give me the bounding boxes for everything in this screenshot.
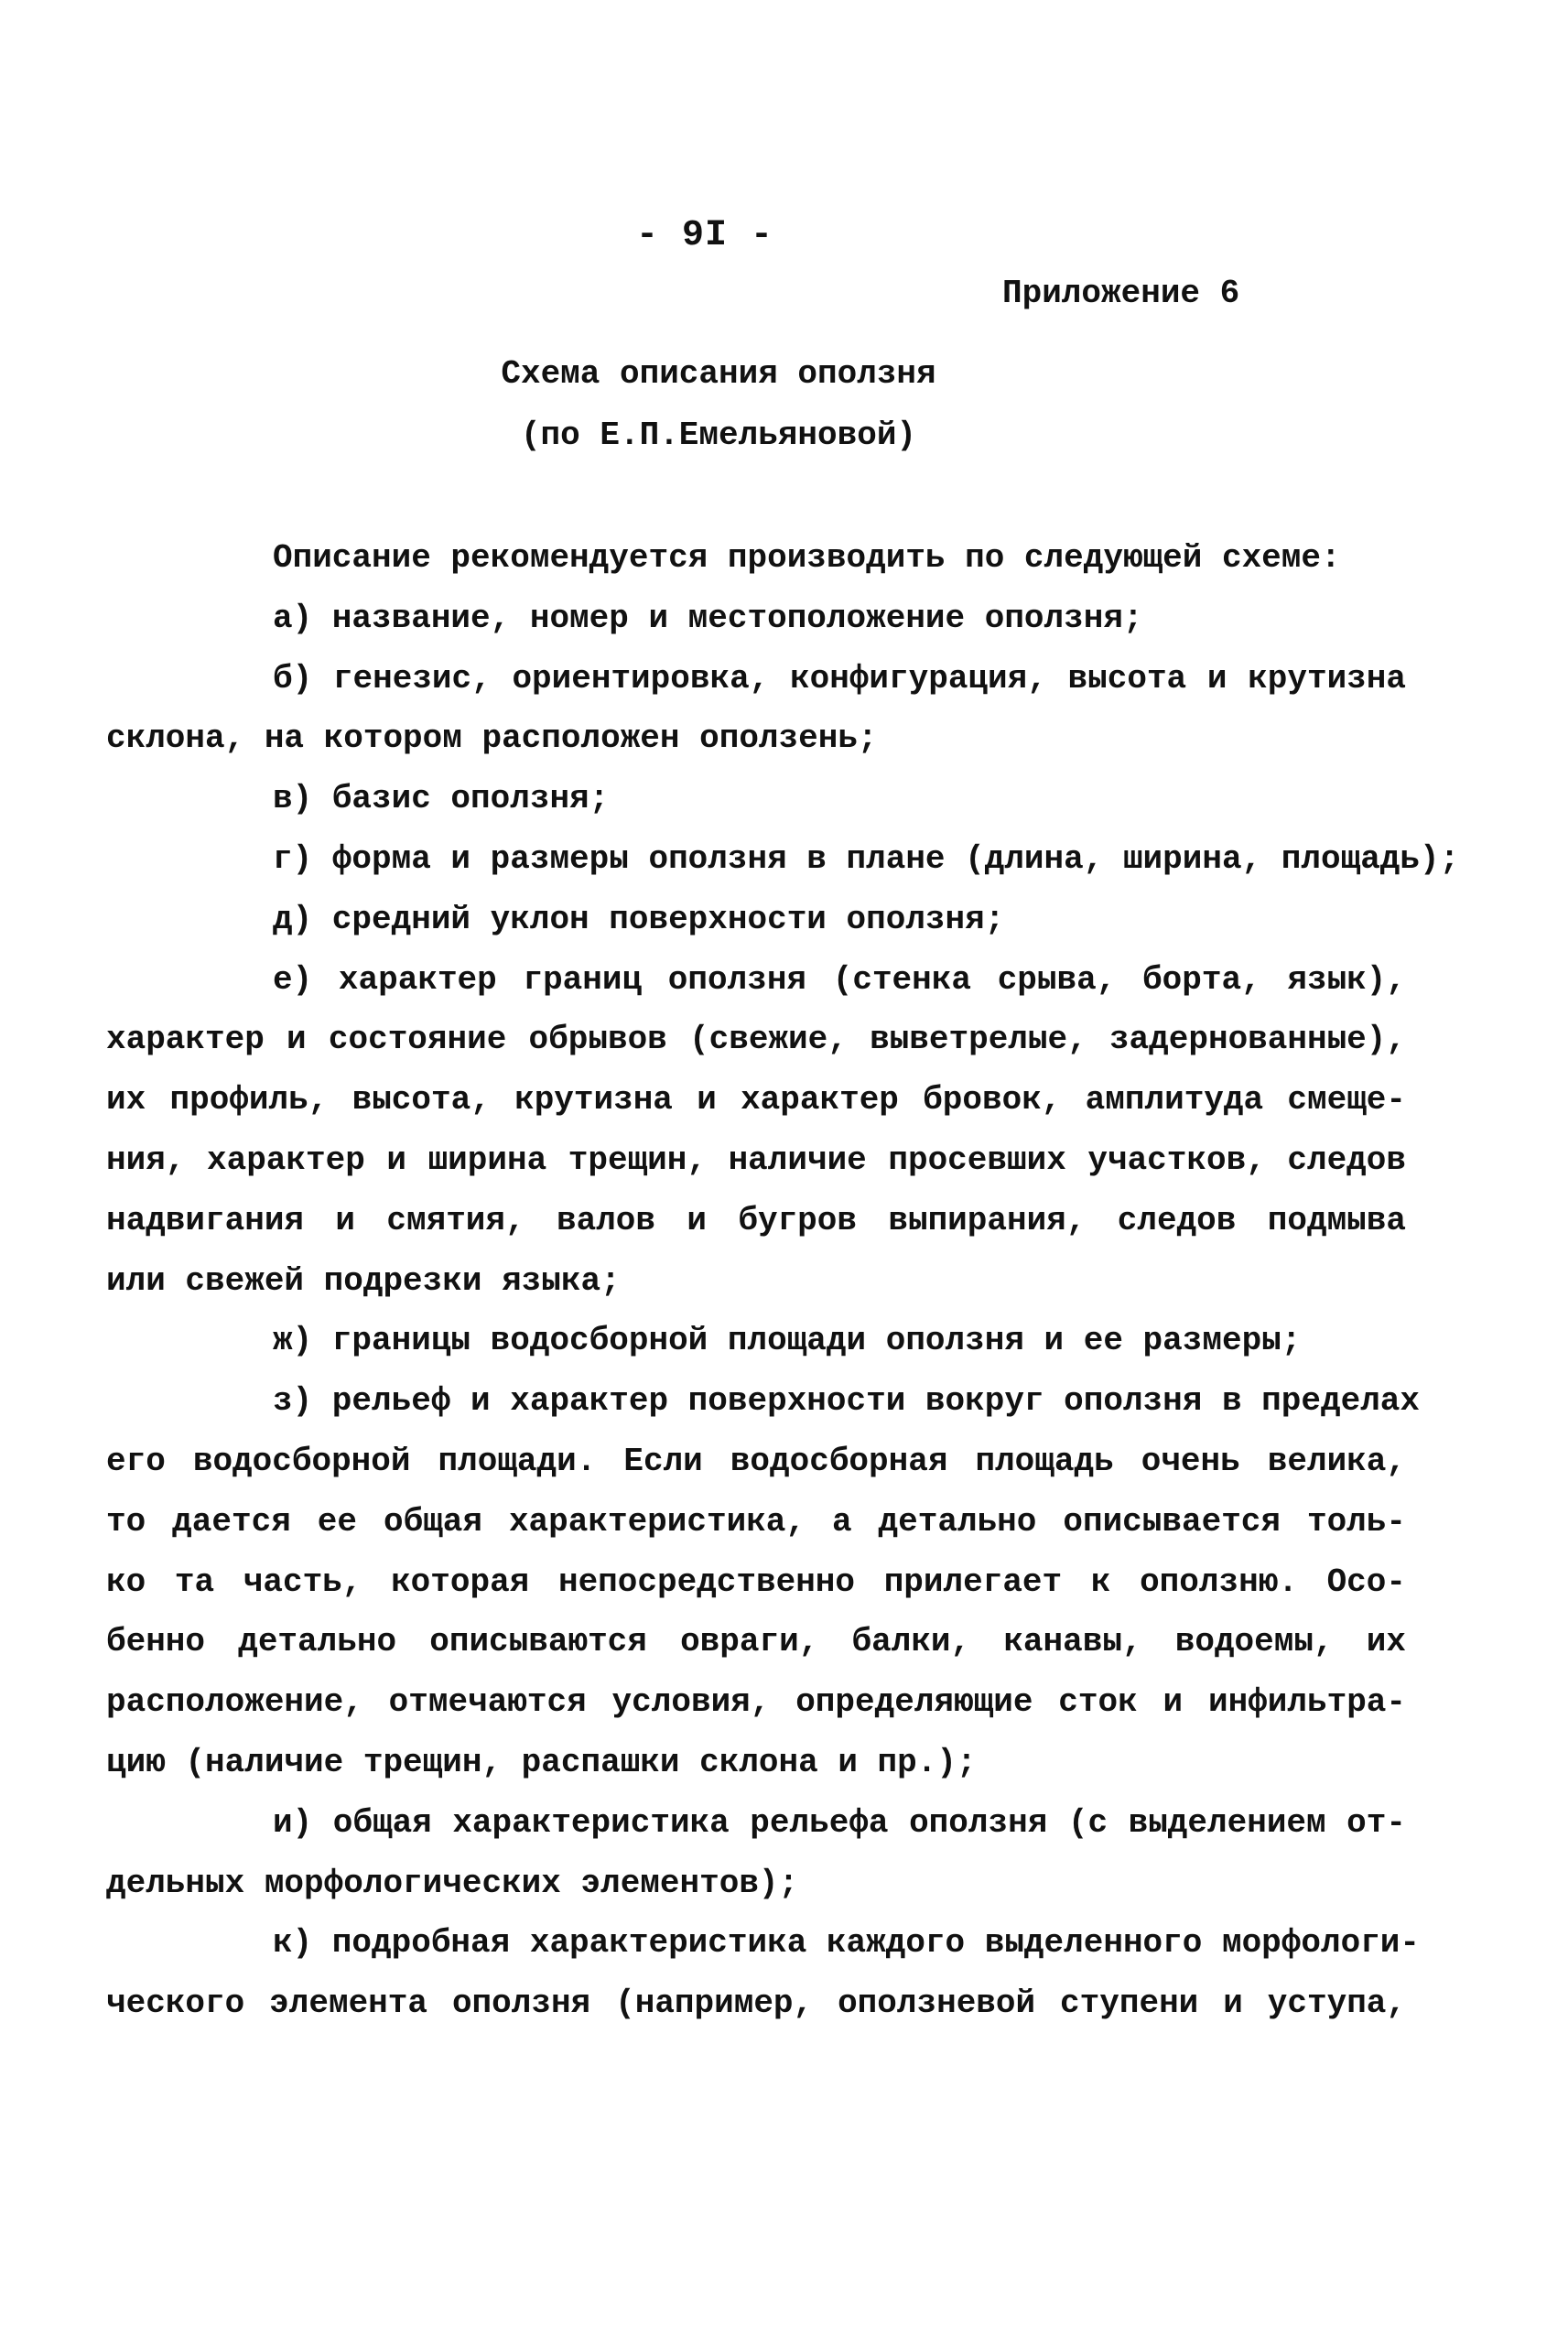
text-line: дельных морфологических элементов); (106, 1864, 799, 1902)
appendix-label: Приложение 6 (1002, 275, 1240, 312)
text-line: Описание рекомендуется производить по следующей схеме: (273, 539, 1341, 577)
list-item-z: з) рельеф и характер поверхности вокруг оползня в пределах (273, 1382, 1421, 1421)
page-number: - 9I - (635, 215, 774, 256)
text-line: или свежей подрезки языка; (106, 1261, 621, 1300)
list-item-g: г) форма и размеры оползня в плане (длина, ширина, площадь); (273, 839, 1460, 878)
text-line: расположение, отмечаются условия, определяющие сток и инфильтра- (106, 1683, 1406, 1722)
text-line: их профиль, высота, крутизна и характер бровок, амплитуда смеще- (106, 1081, 1406, 1119)
text-line: ния, характер и ширина трещин, наличие просевших участков, следов (106, 1141, 1406, 1179)
title-author-line: (по Е.П.Емельяновой) (520, 416, 917, 454)
list-item-e: е) характер границ оползня (стенка срыва, борта, язык), (273, 960, 1406, 999)
list-item-b: б) генезис, ориентировка, конфигурация, высота и крутизна (273, 659, 1406, 698)
text-line: ко та часть, которая непосредственно прилегает к оползню. Осо- (106, 1563, 1406, 1601)
list-item-i: и) общая характеристика рельефа оползня (с выделением от- (273, 1803, 1406, 1842)
list-item-k: к) подробная характеристика каждого выделенного морфологи- (273, 1924, 1421, 1963)
list-item-v: в) базис оползня; (273, 780, 610, 818)
text-line: надвигания и смятия, валов и бугров выпирания, следов подмыва (106, 1201, 1406, 1239)
list-item-zh: ж) границы водосборной площади оползня и ее размеры; (273, 1322, 1302, 1360)
body-text (106, 528, 1460, 2034)
text-line: ческого элемента оползня (например, оползневой ступени и уступа, (106, 1984, 1406, 2023)
text-line: цию (наличие трещин, распашки склона и пр.); (106, 1743, 977, 1781)
title-line: Схема описания оползня (501, 355, 936, 393)
text-line: то дается ее общая характеристика, а детально описывается толь- (106, 1502, 1406, 1541)
text-line: склона, на котором расположен оползень; (106, 719, 878, 758)
text-line: его водосборной площади. Если водосборная площадь очень велика, (106, 1442, 1406, 1480)
list-item-d: д) средний уклон поверхности оползня; (273, 900, 1005, 938)
list-item-a: а) название, номер и местоположение оползня; (273, 599, 1143, 637)
text-line: характер и состояние обрывов (свежие, выветрелые, задернованные), (106, 1021, 1406, 1059)
text-line: бенно детально описываются овраги, балки, канавы, водоемы, их (106, 1623, 1406, 1661)
document-title (0, 343, 1437, 466)
